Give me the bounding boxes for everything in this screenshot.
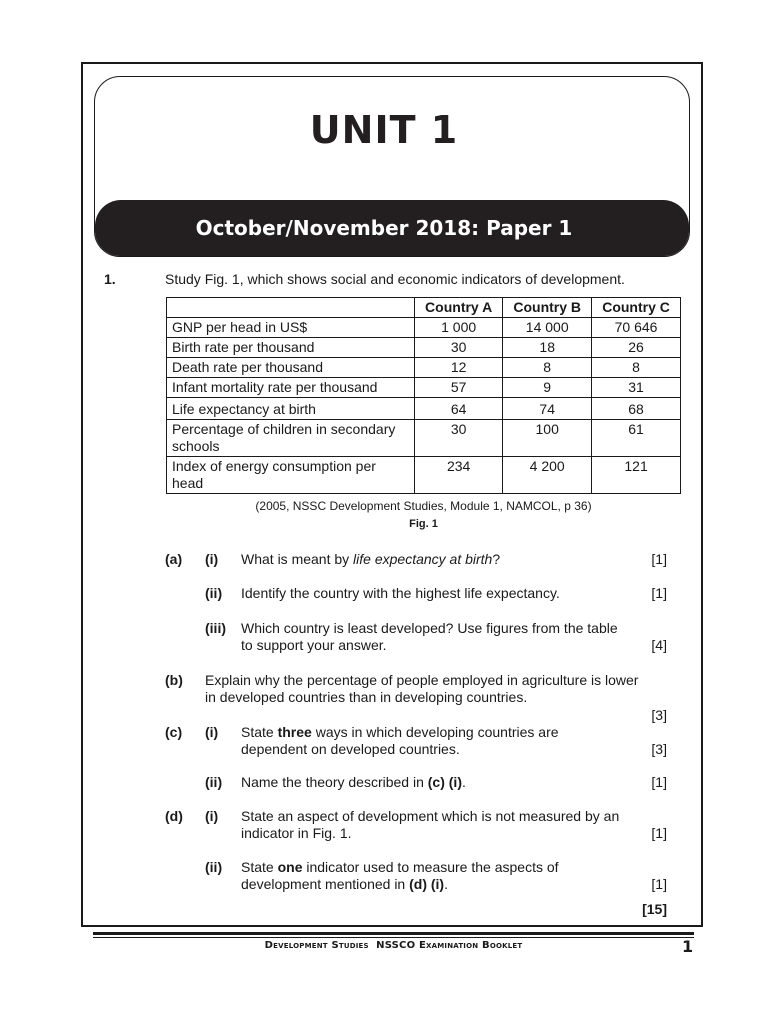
question-number: 1. — [104, 271, 116, 287]
footer-booklet: Examination Booklet — [418, 940, 523, 951]
row-label: Life expectancy at birth — [167, 398, 415, 420]
table-cell: 74 — [503, 398, 592, 420]
footer-subject: Development Studies — [264, 940, 369, 951]
figure-label: Fig. 1 — [409, 518, 438, 530]
table-cell: 234 — [415, 457, 503, 494]
part-d-label: (d) — [165, 808, 183, 824]
question-text: . — [444, 876, 448, 892]
mark-allocation: [1] — [651, 585, 667, 601]
table-header-row — [167, 298, 681, 318]
table-cell: 30 — [415, 420, 503, 457]
table-cell: 57 — [415, 378, 503, 398]
table-cell: 9 — [503, 378, 592, 398]
part-d-ii-question — [241, 859, 601, 893]
table-row — [167, 398, 681, 420]
mark-allocation: [4] — [651, 637, 667, 653]
table-cell: 100 — [503, 420, 592, 457]
column-header: Country B — [503, 298, 592, 318]
part-d-ii-label: (ii) — [205, 859, 223, 875]
part-b-question: Explain why the percentage of people employed in agriculture is lower in developed countries than in developing countries. — [205, 672, 639, 705]
unit-title: UNIT 1 — [309, 108, 459, 152]
row-label: Death rate per thousand — [167, 358, 415, 378]
part-a-iii-label: (iii) — [205, 620, 226, 636]
table-cell: 64 — [415, 398, 503, 420]
table-cell: 26 — [592, 338, 681, 358]
table-cell: 12 — [415, 358, 503, 378]
question-text: indicator used to measure the aspects of development mentioned in — [241, 859, 559, 892]
table-row — [167, 338, 681, 358]
footer-rule — [93, 932, 694, 935]
question-text: What is meant by — [241, 551, 354, 567]
table-cell: 14 000 — [503, 318, 592, 338]
part-a-label: (a) — [165, 551, 183, 567]
row-label: Infant mortality rate per thousand — [167, 378, 415, 398]
question-text: State — [241, 859, 278, 875]
part-d-i-question: State an aspect of development which is not measured by an indicator in Fig. 1. — [241, 808, 620, 841]
paper-title: October/November 2018: Paper 1 — [195, 216, 573, 240]
table-row — [167, 358, 681, 378]
part-d-i-label: (i) — [205, 808, 219, 824]
table-cell: 8 — [503, 358, 592, 378]
question-bold-term: three — [277, 724, 312, 740]
part-c-label: (c) — [165, 724, 183, 740]
footer-rule-thin — [93, 937, 694, 938]
mark-allocation: [1] — [651, 876, 667, 892]
part-a-i-question — [241, 551, 500, 568]
question-text: . — [461, 774, 466, 790]
table-source: (2005, NSSC Development Studies, Module 1, NAMCOL, p 36) — [255, 499, 592, 513]
question-bold-term: (c) (i) — [427, 774, 462, 790]
row-label: Birth rate per thousand — [167, 338, 415, 358]
mark-allocation: [1] — [651, 774, 667, 790]
question-italic-term: life expectancy at birth — [353, 551, 493, 567]
table-row — [167, 318, 681, 338]
question-text: State — [241, 724, 278, 740]
question-bold-term: one — [277, 859, 303, 875]
column-header: Country A — [415, 298, 503, 318]
question-intro: Study Fig. 1, which shows social and economic indicators of development. — [165, 271, 625, 287]
row-label: Percentage of children in secondary schools — [167, 420, 415, 457]
mark-allocation: [3] — [651, 741, 667, 757]
total-marks: [15] — [642, 901, 667, 917]
table-row — [167, 457, 681, 494]
table-cell: 1 000 — [415, 318, 503, 338]
question-text: ways in which developing countries are dependent on developed countries. — [241, 724, 559, 757]
table-corner-cell — [167, 298, 415, 318]
table-cell: 70 646 — [592, 318, 681, 338]
part-a-ii-question: Identify the country with the highest life expectancy. — [241, 585, 560, 601]
mark-allocation: [1] — [651, 551, 667, 567]
part-b-label: (b) — [165, 672, 183, 688]
table-row — [167, 378, 681, 398]
row-label: Index of energy consumption per head — [167, 457, 415, 494]
part-a-iii-question: Which country is least developed? Use figures from the table to support your answer. — [241, 620, 618, 653]
mark-allocation: [3] — [651, 707, 667, 723]
part-c-ii-label: (ii) — [205, 774, 223, 790]
table-row — [167, 420, 681, 457]
mark-allocation: [1] — [651, 825, 667, 841]
part-c-ii-question — [241, 774, 466, 791]
table-cell: 121 — [592, 457, 681, 494]
footer-booklet-title — [93, 940, 694, 951]
row-label: GNP per head in US$ — [167, 318, 415, 338]
table-cell: 68 — [592, 398, 681, 420]
indicators-table — [166, 297, 681, 494]
table-cell: 30 — [415, 338, 503, 358]
page-number: 1 — [682, 937, 694, 956]
table-cell: 4 200 — [503, 457, 592, 494]
table-cell: 61 — [592, 420, 681, 457]
part-a-ii-label: (ii) — [205, 585, 223, 601]
part-a-i-label: (i) — [205, 551, 219, 567]
column-header: Country C — [592, 298, 681, 318]
question-bold-term: (d) (i) — [409, 876, 445, 892]
question-text: Name the theory described in — [241, 774, 428, 790]
table-cell: 18 — [503, 338, 592, 358]
part-c-i-question — [241, 724, 616, 758]
footer-level: NSSCO — [376, 940, 416, 951]
table-cell: 31 — [592, 378, 681, 398]
question-text: ? — [492, 551, 501, 567]
part-c-i-label: (i) — [205, 724, 219, 740]
table-cell: 8 — [592, 358, 681, 378]
